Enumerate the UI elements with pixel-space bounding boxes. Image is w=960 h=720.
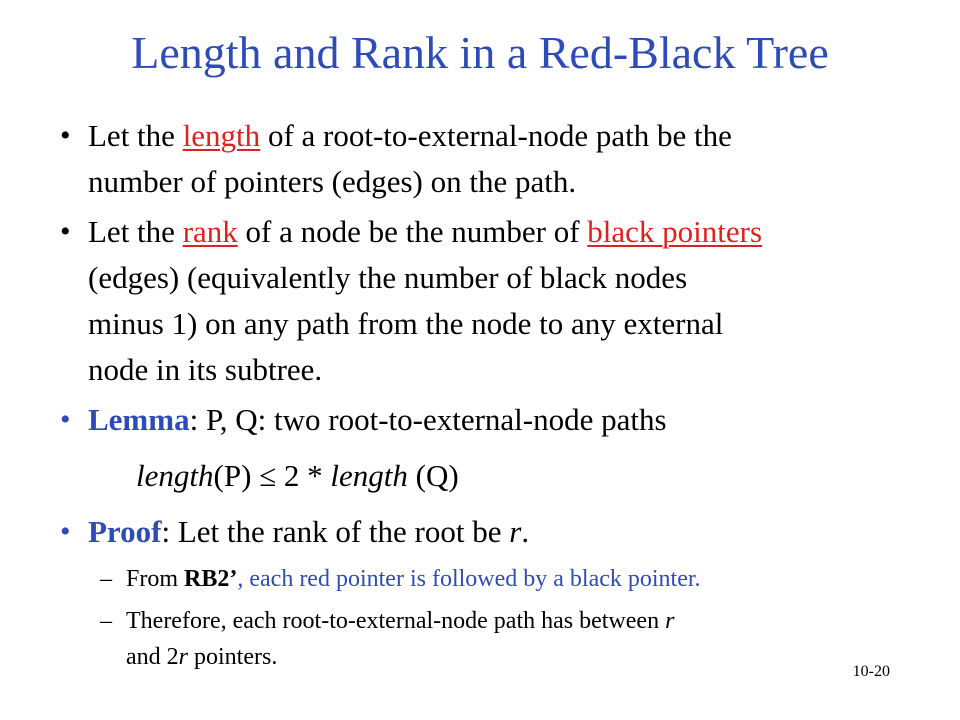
proof-line bbox=[88, 510, 529, 554]
lemma-text: : P, Q: two root-to-external-node paths bbox=[189, 402, 667, 437]
sub-2-text-2: and 2 bbox=[126, 644, 179, 670]
sub-2-var-2r: r bbox=[178, 644, 188, 670]
formula-length-q: length bbox=[330, 458, 408, 493]
bullet-2-line-1 bbox=[88, 210, 762, 254]
term-black-pointers: black pointers bbox=[587, 214, 763, 249]
lemma-label: Lemma bbox=[88, 402, 190, 437]
bullet-1-text-cont: of a root-to-external-node path be the bbox=[260, 118, 732, 153]
sub-2-var-r: r bbox=[665, 608, 675, 634]
sub-2-line-1 bbox=[126, 604, 674, 638]
page-number: 10-20 bbox=[852, 663, 890, 680]
rule-rb2: RB2’ bbox=[184, 566, 238, 592]
bullet-2-line-4: node in its subtree. bbox=[88, 352, 323, 387]
bullet-2-marker: • bbox=[60, 215, 71, 248]
sub-1-pre: From bbox=[126, 566, 185, 592]
bullet-2-text-mid: of a node be the number of bbox=[237, 214, 588, 249]
sub-1-dash: – bbox=[100, 566, 112, 592]
formula-end: (Q) bbox=[407, 458, 459, 493]
lemma-formula bbox=[136, 454, 459, 498]
slide-title: Length and Rank in a Red-Black Tree bbox=[131, 27, 829, 78]
proof-var-r: r bbox=[509, 514, 522, 549]
bullet-2-line-3: minus 1) on any path from the node to any external bbox=[88, 306, 724, 341]
bullet-2-text: Let the bbox=[88, 214, 183, 249]
sub-2-text: Therefore, each root-to-external-node path has between bbox=[126, 608, 666, 634]
bullet-2-line-2: (edges) (equivalently the number of black nodes bbox=[88, 260, 688, 295]
sub-2-dash: – bbox=[100, 608, 112, 634]
sub-1-line bbox=[126, 562, 701, 596]
bullet-4-marker: • bbox=[60, 515, 71, 548]
bullet-1-line-2: number of pointers (edges) on the path. bbox=[88, 164, 577, 199]
sub-2-text-end: pointers. bbox=[188, 644, 278, 670]
sub-2-line-2 bbox=[126, 640, 277, 674]
term-length: length bbox=[182, 118, 261, 153]
bullet-1-line-1 bbox=[88, 114, 732, 158]
bullet-1-marker: • bbox=[60, 119, 71, 152]
sub-1-post: , each red pointer is followed by a black pointer. bbox=[237, 566, 701, 592]
formula-middle: (P) ≤ 2 * bbox=[213, 458, 331, 493]
term-rank: rank bbox=[182, 214, 238, 249]
proof-label: Proof bbox=[88, 514, 162, 549]
formula-length-p: length bbox=[136, 458, 214, 493]
proof-text: : Let the rank of the root be bbox=[161, 514, 510, 549]
lemma-line bbox=[88, 398, 667, 442]
proof-text-end: . bbox=[521, 514, 530, 549]
bullet-3-marker: • bbox=[60, 403, 71, 436]
bullet-1-text: Let the bbox=[88, 118, 183, 153]
